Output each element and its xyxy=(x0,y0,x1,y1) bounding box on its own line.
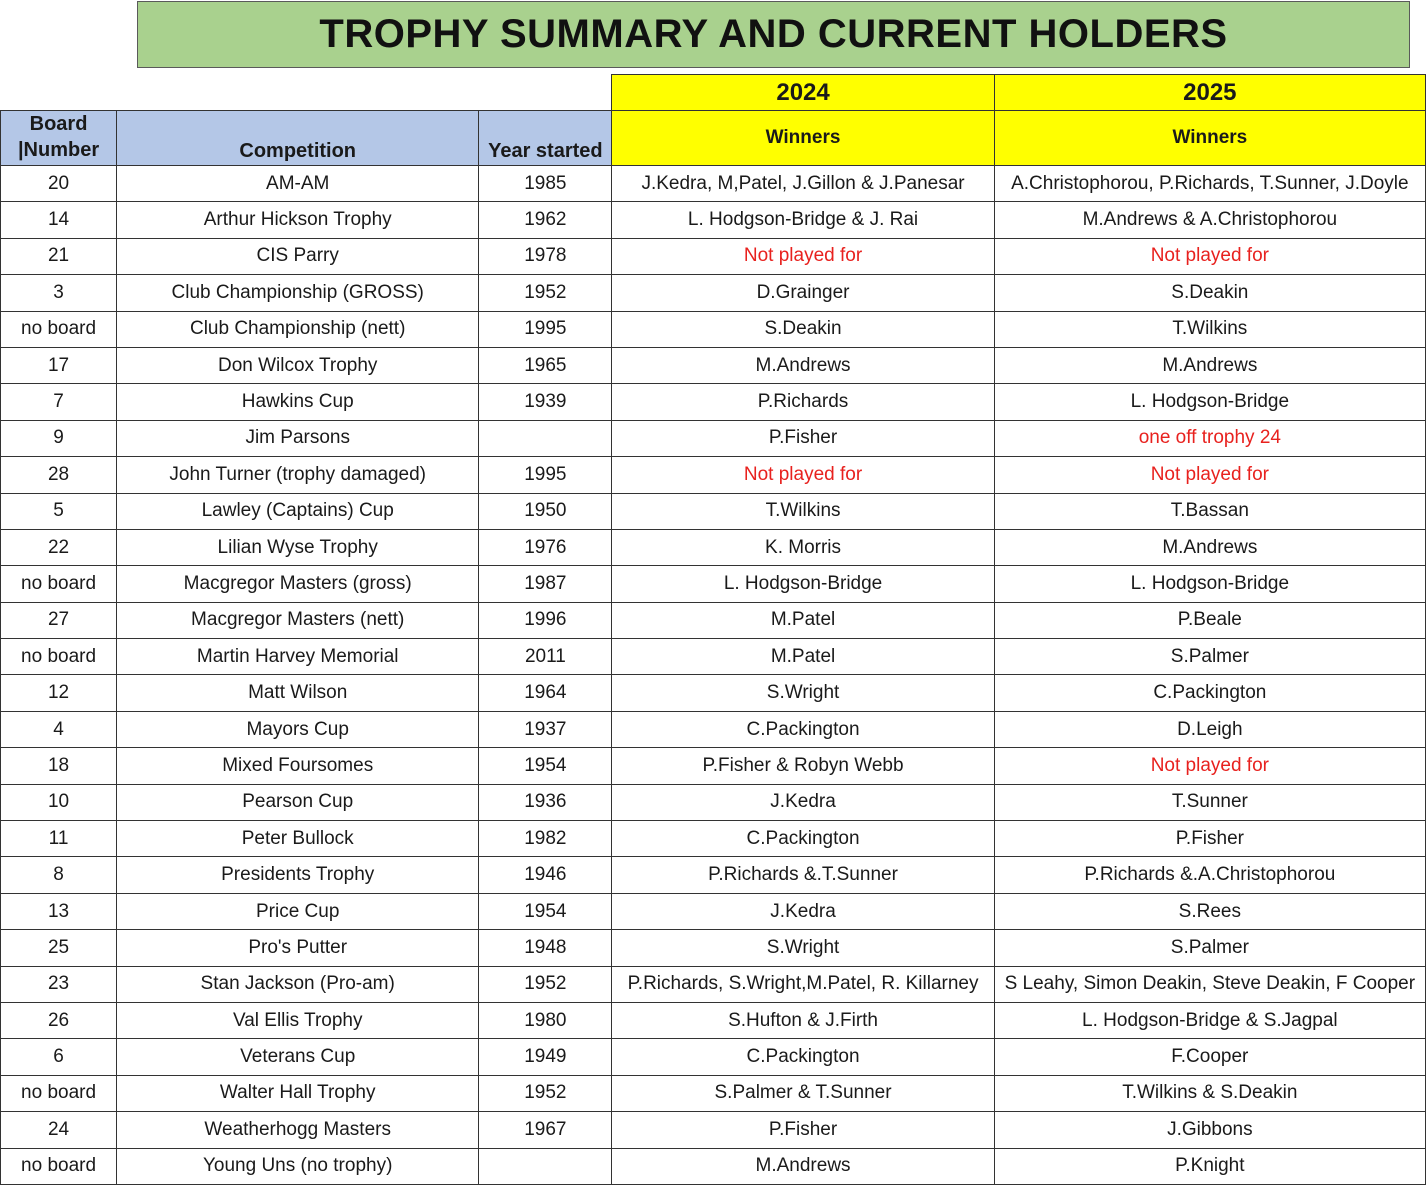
winners-2025-cell: Not played for xyxy=(994,457,1425,493)
trophy-rows xyxy=(1,166,1426,1185)
winners-2024-cell: S.Deakin xyxy=(612,311,994,347)
table-row xyxy=(1,347,1426,383)
table-row xyxy=(1,311,1426,347)
competition-cell: Weatherhogg Masters xyxy=(117,1112,479,1148)
winners-2024-cell: M.Andrews xyxy=(612,347,994,383)
winners-2024-cell: S.Palmer & T.Sunner xyxy=(612,1075,994,1111)
winners-2025-cell: L. Hodgson-Bridge & S.Jagpal xyxy=(994,1002,1425,1038)
winners-2025-cell: T.Bassan xyxy=(994,493,1425,529)
competition-cell: John Turner (trophy damaged) xyxy=(117,457,479,493)
table-row xyxy=(1,420,1426,456)
year-started-cell: 1952 xyxy=(479,966,612,1002)
table-row xyxy=(1,566,1426,602)
table-row xyxy=(1,493,1426,529)
year-started-cell xyxy=(479,420,612,456)
winners-2025-cell: S.Rees xyxy=(994,893,1425,929)
board-header-line1: Board xyxy=(29,113,88,135)
board-number-cell: 6 xyxy=(1,1039,117,1075)
competition-cell: Club Championship (nett) xyxy=(117,311,479,347)
winners-2025-cell: P.Richards &.A.Christophorou xyxy=(994,857,1425,893)
table-row xyxy=(1,457,1426,493)
competition-cell: AM-AM xyxy=(117,166,479,202)
winners-2025-cell: M.Andrews xyxy=(994,529,1425,565)
winners-2024-cell: D.Grainger xyxy=(612,275,994,311)
year-started-cell: 1978 xyxy=(479,238,612,274)
competition-cell: Matt Wilson xyxy=(117,675,479,711)
competition-cell: Pearson Cup xyxy=(117,784,479,820)
table-row xyxy=(1,966,1426,1002)
competition-cell: Stan Jackson (Pro-am) xyxy=(117,966,479,1002)
competition-cell: Mixed Foursomes xyxy=(117,748,479,784)
board-number-cell: 9 xyxy=(1,420,117,456)
winners-2025-cell: S.Deakin xyxy=(994,275,1425,311)
board-number-cell: no board xyxy=(1,1075,117,1111)
year-header-row xyxy=(1,75,1426,111)
competition-cell: Price Cup xyxy=(117,893,479,929)
column-header-row xyxy=(1,111,1426,166)
winners-2024-cell: Not played for xyxy=(612,238,994,274)
winners-2024-cell: C.Packington xyxy=(612,711,994,747)
year-started-cell: 1996 xyxy=(479,602,612,638)
blank-cell xyxy=(117,75,479,111)
board-number-cell: 18 xyxy=(1,748,117,784)
winners-2024-cell: P.Richards &.T.Sunner xyxy=(612,857,994,893)
winners-2025-cell: T.Wilkins & S.Deakin xyxy=(994,1075,1425,1111)
winners-2024-cell: J.Kedra, M,Patel, J.Gillon & J.Panesar xyxy=(612,166,994,202)
winners-2025-cell: S.Palmer xyxy=(994,930,1425,966)
competition-cell: Walter Hall Trophy xyxy=(117,1075,479,1111)
winners-2025-cell: Not played for xyxy=(994,238,1425,274)
winners-2025-cell: P.Beale xyxy=(994,602,1425,638)
year-started-cell: 1962 xyxy=(479,202,612,238)
trophy-table xyxy=(0,74,1426,1185)
winners-2025-header: Winners xyxy=(994,111,1425,166)
competition-cell: Club Championship (GROSS) xyxy=(117,275,479,311)
table-row xyxy=(1,275,1426,311)
board-number-cell: 26 xyxy=(1,1002,117,1038)
year-started-cell: 1965 xyxy=(479,347,612,383)
winners-2025-cell: S Leahy, Simon Deakin, Steve Deakin, F Cooper xyxy=(994,966,1425,1002)
winners-2025-cell: F.Cooper xyxy=(994,1039,1425,1075)
board-number-cell: 14 xyxy=(1,202,117,238)
year-2025-heading: 2025 xyxy=(994,75,1425,111)
competition-cell: Presidents Trophy xyxy=(117,857,479,893)
winners-2025-cell: M.Andrews & A.Christophorou xyxy=(994,202,1425,238)
board-number-cell: 3 xyxy=(1,275,117,311)
table-row xyxy=(1,784,1426,820)
year-started-cell: 1937 xyxy=(479,711,612,747)
year-started-cell: 1980 xyxy=(479,1002,612,1038)
winners-2025-cell: L. Hodgson-Bridge xyxy=(994,566,1425,602)
winners-2025-cell: P.Knight xyxy=(994,1148,1425,1184)
year-started-cell: 1987 xyxy=(479,566,612,602)
winners-2024-cell: T.Wilkins xyxy=(612,493,994,529)
competition-cell: Macgregor Masters (nett) xyxy=(117,602,479,638)
year-started-cell: 1949 xyxy=(479,1039,612,1075)
table-row xyxy=(1,1039,1426,1075)
board-number-cell: no board xyxy=(1,639,117,675)
competition-cell: Hawkins Cup xyxy=(117,384,479,420)
winners-2024-cell: L. Hodgson-Bridge & J. Rai xyxy=(612,202,994,238)
board-number-cell: no board xyxy=(1,311,117,347)
winners-2024-cell: P.Richards xyxy=(612,384,994,420)
board-number-cell: 4 xyxy=(1,711,117,747)
winners-2025-cell: S.Palmer xyxy=(994,639,1425,675)
board-number-cell: 23 xyxy=(1,966,117,1002)
board-number-cell: 11 xyxy=(1,821,117,857)
competition-cell: Don Wilcox Trophy xyxy=(117,347,479,383)
board-number-cell: 20 xyxy=(1,166,117,202)
competition-cell: Jim Parsons xyxy=(117,420,479,456)
year-started-cell: 1964 xyxy=(479,675,612,711)
competition-cell: Macgregor Masters (gross) xyxy=(117,566,479,602)
table-row xyxy=(1,166,1426,202)
winners-2024-cell: S.Wright xyxy=(612,675,994,711)
competition-cell: Young Uns (no trophy) xyxy=(117,1148,479,1184)
year-started-cell: 1976 xyxy=(479,529,612,565)
board-number-cell: 12 xyxy=(1,675,117,711)
competition-cell: Lilian Wyse Trophy xyxy=(117,529,479,565)
table-row xyxy=(1,748,1426,784)
board-number-cell: 24 xyxy=(1,1112,117,1148)
board-number-cell: 27 xyxy=(1,602,117,638)
year-started-cell: 1950 xyxy=(479,493,612,529)
winners-2025-cell: A.Christophorou, P.Richards, T.Sunner, J.Doyle xyxy=(994,166,1425,202)
year-started-cell: 1939 xyxy=(479,384,612,420)
table-row xyxy=(1,1148,1426,1184)
winners-2025-cell: D.Leigh xyxy=(994,711,1425,747)
winners-2024-cell: S.Hufton & J.Firth xyxy=(612,1002,994,1038)
table-row xyxy=(1,675,1426,711)
table-row xyxy=(1,238,1426,274)
year-started-cell: 1936 xyxy=(479,784,612,820)
board-number-cell: 7 xyxy=(1,384,117,420)
competition-cell: Arthur Hickson Trophy xyxy=(117,202,479,238)
winners-2024-cell: P.Fisher xyxy=(612,420,994,456)
winners-2024-cell: P.Fisher & Robyn Webb xyxy=(612,748,994,784)
board-number-cell: 5 xyxy=(1,493,117,529)
competition-cell: Pro's Putter xyxy=(117,930,479,966)
table-row xyxy=(1,1112,1426,1148)
year-started-cell: 1982 xyxy=(479,821,612,857)
winners-2024-header: Winners xyxy=(612,111,994,166)
competition-cell: Peter Bullock xyxy=(117,821,479,857)
year-started-cell: 1985 xyxy=(479,166,612,202)
table-row xyxy=(1,1075,1426,1111)
table-row xyxy=(1,202,1426,238)
winners-2024-cell: M.Patel xyxy=(612,639,994,675)
year-2024-heading: 2024 xyxy=(612,75,994,111)
table-row xyxy=(1,529,1426,565)
board-header-line2: |Number xyxy=(17,139,100,161)
winners-2024-cell: P.Richards, S.Wright,M.Patel, R. Killarney xyxy=(612,966,994,1002)
competition-cell: Martin Harvey Memorial xyxy=(117,639,479,675)
board-number-cell: no board xyxy=(1,566,117,602)
winners-2025-cell: L. Hodgson-Bridge xyxy=(994,384,1425,420)
board-number-cell: 25 xyxy=(1,930,117,966)
winners-2024-cell: J.Kedra xyxy=(612,893,994,929)
table-row xyxy=(1,930,1426,966)
winners-2024-cell: Not played for xyxy=(612,457,994,493)
board-number-cell: 28 xyxy=(1,457,117,493)
table-row xyxy=(1,602,1426,638)
page-title: TROPHY SUMMARY AND CURRENT HOLDERS xyxy=(137,1,1410,68)
competition-cell: Veterans Cup xyxy=(117,1039,479,1075)
winners-2024-cell: M.Patel xyxy=(612,602,994,638)
board-number-cell: 13 xyxy=(1,893,117,929)
year-started-header: Year started xyxy=(479,111,612,166)
table-row xyxy=(1,857,1426,893)
table-row xyxy=(1,821,1426,857)
table-row xyxy=(1,711,1426,747)
year-started-cell: 1948 xyxy=(479,930,612,966)
board-number-cell: 22 xyxy=(1,529,117,565)
year-started-cell: 1995 xyxy=(479,311,612,347)
winners-2024-cell: M.Andrews xyxy=(612,1148,994,1184)
winners-2024-cell: L. Hodgson-Bridge xyxy=(612,566,994,602)
board-number-cell: 21 xyxy=(1,238,117,274)
year-started-cell: 1946 xyxy=(479,857,612,893)
year-started-cell: 2011 xyxy=(479,639,612,675)
winners-2024-cell: J.Kedra xyxy=(612,784,994,820)
board-number-cell: 8 xyxy=(1,857,117,893)
winners-2025-cell: one off trophy 24 xyxy=(994,420,1425,456)
table-row xyxy=(1,1002,1426,1038)
winners-2025-cell: C.Packington xyxy=(994,675,1425,711)
winners-2025-cell: T.Wilkins xyxy=(994,311,1425,347)
table-row xyxy=(1,893,1426,929)
winners-2025-cell: P.Fisher xyxy=(994,821,1425,857)
competition-cell: Val Ellis Trophy xyxy=(117,1002,479,1038)
board-number-header xyxy=(1,111,117,166)
winners-2024-cell: C.Packington xyxy=(612,1039,994,1075)
winners-2024-cell: K. Morris xyxy=(612,529,994,565)
year-started-cell xyxy=(479,1148,612,1184)
competition-cell: Lawley (Captains) Cup xyxy=(117,493,479,529)
blank-cell xyxy=(1,75,117,111)
board-number-cell: 17 xyxy=(1,347,117,383)
winners-2025-cell: T.Sunner xyxy=(994,784,1425,820)
board-number-cell: 10 xyxy=(1,784,117,820)
year-started-cell: 1952 xyxy=(479,275,612,311)
competition-cell: Mayors Cup xyxy=(117,711,479,747)
winners-2024-cell: P.Fisher xyxy=(612,1112,994,1148)
winners-2025-cell: J.Gibbons xyxy=(994,1112,1425,1148)
year-started-cell: 1954 xyxy=(479,893,612,929)
year-started-cell: 1954 xyxy=(479,748,612,784)
year-started-cell: 1952 xyxy=(479,1075,612,1111)
competition-header: Competition xyxy=(117,111,479,166)
competition-cell: CIS Parry xyxy=(117,238,479,274)
winners-2025-cell: Not played for xyxy=(994,748,1425,784)
year-started-cell: 1995 xyxy=(479,457,612,493)
winners-2025-cell: M.Andrews xyxy=(994,347,1425,383)
winners-2024-cell: S.Wright xyxy=(612,930,994,966)
winners-2024-cell: C.Packington xyxy=(612,821,994,857)
board-number-cell: no board xyxy=(1,1148,117,1184)
year-started-cell: 1967 xyxy=(479,1112,612,1148)
table-row xyxy=(1,384,1426,420)
table-row xyxy=(1,639,1426,675)
blank-cell xyxy=(479,75,612,111)
